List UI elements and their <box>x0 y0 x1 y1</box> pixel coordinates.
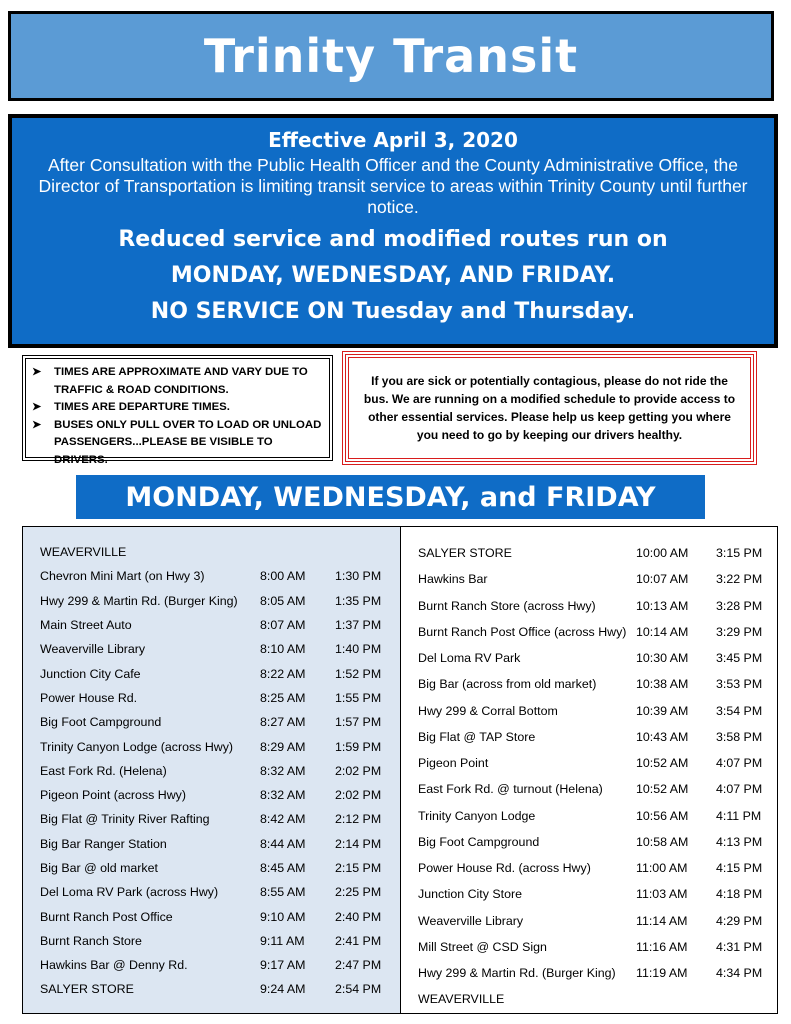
afternoon-time: 3:28 PM <box>716 598 763 613</box>
afternoon-time: 3:54 PM <box>716 703 763 718</box>
stop-name: WEAVERVILLE <box>40 545 127 560</box>
morning-time: 9:10 AM <box>260 909 306 924</box>
afternoon-time: 4:07 PM <box>716 782 763 797</box>
stop-name: SALYER STORE <box>418 546 512 561</box>
arrow-bullet-icon: ➤ <box>32 401 42 413</box>
morning-time: 8:42 AM <box>260 812 306 827</box>
afternoon-time: 4:13 PM <box>716 834 763 849</box>
schedule-row <box>401 540 777 566</box>
afternoon-time: 2:25 PM <box>335 885 382 900</box>
afternoon-time: 4:29 PM <box>716 913 763 928</box>
morning-time: 9:24 AM <box>260 982 306 997</box>
afternoon-time: 2:54 PM <box>335 982 382 997</box>
afternoon-time: 3:15 PM <box>716 546 763 561</box>
afternoon-time: 2:41 PM <box>335 933 382 948</box>
afternoon-time: 3:53 PM <box>716 677 763 692</box>
rule-item <box>32 417 325 470</box>
morning-time: 8:25 AM <box>260 690 306 705</box>
morning-time: 11:14 AM <box>636 913 688 928</box>
schedule-row <box>23 540 400 564</box>
stop-name: Power House Rd. (across Hwy) <box>418 861 591 876</box>
stop-name: WEAVERVILLE <box>418 992 505 1007</box>
service-notice <box>8 114 778 348</box>
stop-name: Hwy 299 & Corral Bottom <box>418 703 558 718</box>
stop-name: Hwy 299 & Martin Rd. (Burger King) <box>418 966 616 981</box>
stop-name: Hawkins Bar <box>418 572 488 587</box>
schedule-row <box>401 566 777 592</box>
notice-line-3: NO SERVICE ON Tuesday and Thursday. <box>150 299 636 324</box>
afternoon-time: 4:31 PM <box>716 939 763 954</box>
stop-name: Big Foot Campground <box>40 715 162 730</box>
afternoon-time: 1:37 PM <box>335 618 382 633</box>
schedule-row <box>23 734 400 758</box>
afternoon-time: 1:55 PM <box>335 690 382 705</box>
rule-item <box>32 399 325 417</box>
morning-time: 10:52 AM <box>636 782 689 797</box>
afternoon-time: 4:07 PM <box>716 756 763 771</box>
afternoon-time: 4:18 PM <box>716 887 763 902</box>
afternoon-time: 3:45 PM <box>716 651 763 666</box>
schedule-row <box>401 829 777 855</box>
days-header: MONDAY, WEDNESDAY, and FRIDAY <box>76 475 705 519</box>
stop-name: Pigeon Point <box>418 756 489 771</box>
afternoon-time: 1:30 PM <box>335 569 382 584</box>
effective-date: Effective April 3, 2020 <box>268 128 518 152</box>
afternoon-time: 1:59 PM <box>335 739 382 754</box>
afternoon-time: 1:57 PM <box>335 715 382 730</box>
schedule-row <box>23 613 400 637</box>
stop-name: Big Flat @ TAP Store <box>418 729 536 744</box>
afternoon-time: 4:34 PM <box>716 966 763 981</box>
afternoon-time: 2:40 PM <box>335 909 382 924</box>
afternoon-time: 1:35 PM <box>335 593 382 608</box>
schedule-row <box>23 783 400 807</box>
morning-time: 8:07 AM <box>260 618 306 633</box>
morning-time: 10:39 AM <box>636 703 689 718</box>
morning-time: 10:38 AM <box>636 677 689 692</box>
morning-time: 8:44 AM <box>260 836 306 851</box>
schedule-row <box>23 637 400 661</box>
schedule-return <box>401 527 777 1013</box>
arrow-bullet-icon: ➤ <box>32 418 42 431</box>
morning-time: 10:14 AM <box>636 624 689 639</box>
stop-name: Trinity Canyon Lodge <box>418 808 536 823</box>
schedule-row <box>23 710 400 734</box>
stop-name: Weaverville Library <box>418 913 524 928</box>
stop-name: Pigeon Point (across Hwy) <box>40 788 186 803</box>
schedule-outbound <box>23 527 401 1013</box>
morning-time: 10:58 AM <box>636 834 689 849</box>
schedule-row <box>23 759 400 783</box>
afternoon-time: 4:11 PM <box>716 808 762 823</box>
morning-time: 10:00 AM <box>636 546 689 561</box>
afternoon-time: 2:14 PM <box>335 836 382 851</box>
morning-time: 9:11 AM <box>260 933 305 948</box>
morning-time: 8:10 AM <box>260 642 306 657</box>
stop-name: Trinity Canyon Lodge (across Hwy) <box>40 739 234 754</box>
stop-name: Junction City Store <box>418 887 522 902</box>
schedule-row <box>401 671 777 697</box>
rule-text: BUSES ONLY PULL OVER TO LOAD OR UNLOAD PASSENGERS...PLEASE BE VISIBLE TO DRIVERS. <box>54 418 322 466</box>
stop-name: Big Flat @ Trinity River Rafting <box>40 812 210 827</box>
schedule-row <box>401 776 777 802</box>
schedule-row <box>23 977 400 1001</box>
schedule-row <box>23 661 400 685</box>
morning-time: 8:29 AM <box>260 739 306 754</box>
morning-time: 9:17 AM <box>260 958 306 973</box>
schedule-row <box>23 589 400 613</box>
afternoon-time: 3:22 PM <box>716 572 763 587</box>
stop-name: East Fork Rd. @ turnout (Helena) <box>418 782 603 797</box>
schedule-row <box>401 724 777 750</box>
schedule-row <box>401 619 777 645</box>
notice-line-1: Reduced service and modified routes run on <box>118 227 668 252</box>
stop-name: Burnt Ranch Store <box>40 933 142 948</box>
schedule-row <box>401 881 777 907</box>
morning-time: 11:19 AM <box>636 966 688 981</box>
morning-time: 10:07 AM <box>636 572 689 587</box>
morning-time: 11:03 AM <box>636 887 688 902</box>
schedule-row <box>401 698 777 724</box>
morning-time: 11:16 AM <box>636 939 688 954</box>
schedule-row <box>401 645 777 671</box>
afternoon-time: 3:29 PM <box>716 624 763 639</box>
schedule-row <box>23 856 400 880</box>
morning-time: 10:56 AM <box>636 808 689 823</box>
morning-time: 8:00 AM <box>260 569 306 584</box>
rules-box <box>22 355 333 466</box>
morning-time: 8:32 AM <box>260 788 306 803</box>
morning-time: 8:32 AM <box>260 763 306 778</box>
page-title: Trinity Transit <box>203 29 579 83</box>
morning-time: 10:30 AM <box>636 651 689 666</box>
stop-name: Hawkins Bar @ Denny Rd. <box>40 958 188 973</box>
stop-name: Mill Street @ CSD Sign <box>418 939 547 954</box>
notice-paragraph: After Consultation with the Public Health Officer and the County Administrative Office, the Director of Transportation is limiting transit service to areas within Trinity County until further notice. <box>38 155 748 217</box>
stop-name: Burnt Ranch Post Office (across Hwy) <box>418 624 627 639</box>
schedule-row <box>401 593 777 619</box>
stop-name: Burnt Ranch Post Office <box>40 909 173 924</box>
schedule-row <box>23 564 400 588</box>
morning-time: 10:13 AM <box>636 598 689 613</box>
stop-name: Big Bar (across from old market) <box>418 677 597 692</box>
title-banner <box>8 11 774 101</box>
schedule-table <box>22 526 778 1014</box>
morning-time: 10:52 AM <box>636 756 689 771</box>
morning-time: 8:55 AM <box>260 885 306 900</box>
stop-name: Del Loma RV Park <box>418 651 521 666</box>
morning-time: 11:00 AM <box>636 861 688 876</box>
schedule-row <box>23 904 400 928</box>
schedule-row <box>23 953 400 977</box>
stop-name: East Fork Rd. (Helena) <box>40 763 167 778</box>
afternoon-time: 1:52 PM <box>335 666 382 681</box>
rule-text: TIMES ARE APPROXIMATE AND VARY DUE TO TRAFFIC & ROAD CONDITIONS. <box>54 366 308 396</box>
afternoon-time: 2:02 PM <box>335 763 382 778</box>
stop-name: Del Loma RV Park (across Hwy) <box>40 885 219 900</box>
afternoon-time: 2:15 PM <box>335 861 382 875</box>
afternoon-time: 2:02 PM <box>335 788 382 803</box>
stop-name: Big Foot Campground <box>418 834 540 849</box>
schedule-row <box>23 686 400 710</box>
schedule-row <box>23 832 400 856</box>
afternoon-time: 3:58 PM <box>716 729 763 744</box>
stop-name: Main Street Auto <box>40 618 132 633</box>
schedule-row <box>401 960 777 986</box>
stop-name: Hwy 299 & Martin Rd. (Burger King) <box>40 593 238 608</box>
stop-name: Weaverville Library <box>40 642 146 657</box>
morning-time: 8:45 AM <box>260 861 306 875</box>
schedule-row <box>23 807 400 831</box>
stop-name: Burnt Ranch Store (across Hwy) <box>418 598 596 613</box>
afternoon-time: 2:47 PM <box>335 958 382 973</box>
morning-time: 8:22 AM <box>260 666 306 681</box>
stop-name: SALYER STORE <box>40 982 134 997</box>
notice-line-2: MONDAY, WEDNESDAY, AND FRIDAY. <box>170 263 616 288</box>
afternoon-time: 1:40 PM <box>335 642 382 657</box>
stop-name: Power House Rd. <box>40 690 138 705</box>
stop-name: Big Bar Ranger Station <box>40 836 167 851</box>
morning-time: 10:43 AM <box>636 729 689 744</box>
schedule-row <box>401 908 777 934</box>
stop-name: Chevron Mini Mart (on Hwy 3) <box>40 569 205 584</box>
rule-item <box>32 364 325 399</box>
schedule-row <box>23 929 400 953</box>
schedule-row <box>401 986 777 1012</box>
schedule-row <box>401 750 777 776</box>
stop-name: Big Bar @ old market <box>40 861 158 875</box>
morning-time: 8:27 AM <box>260 715 306 730</box>
rule-text: TIMES ARE DEPARTURE TIMES. <box>54 401 230 413</box>
sick-notice-text: If you are sick or potentially contagious, please do not ride the bus. We are running on a modified schedule to provide access to other essential services. Please help us keep getting you where you need to go by keeping our drivers healthy. <box>363 374 736 442</box>
afternoon-time: 4:15 PM <box>716 861 763 876</box>
arrow-bullet-icon: ➤ <box>32 366 42 378</box>
stop-name: Junction City Cafe <box>40 666 141 681</box>
schedule-row <box>401 855 777 881</box>
morning-time: 8:05 AM <box>260 593 306 608</box>
schedule-row <box>401 934 777 960</box>
sick-notice-box <box>345 354 754 462</box>
schedule-row <box>23 880 400 904</box>
afternoon-time: 2:12 PM <box>335 812 382 827</box>
schedule-row <box>401 803 777 829</box>
